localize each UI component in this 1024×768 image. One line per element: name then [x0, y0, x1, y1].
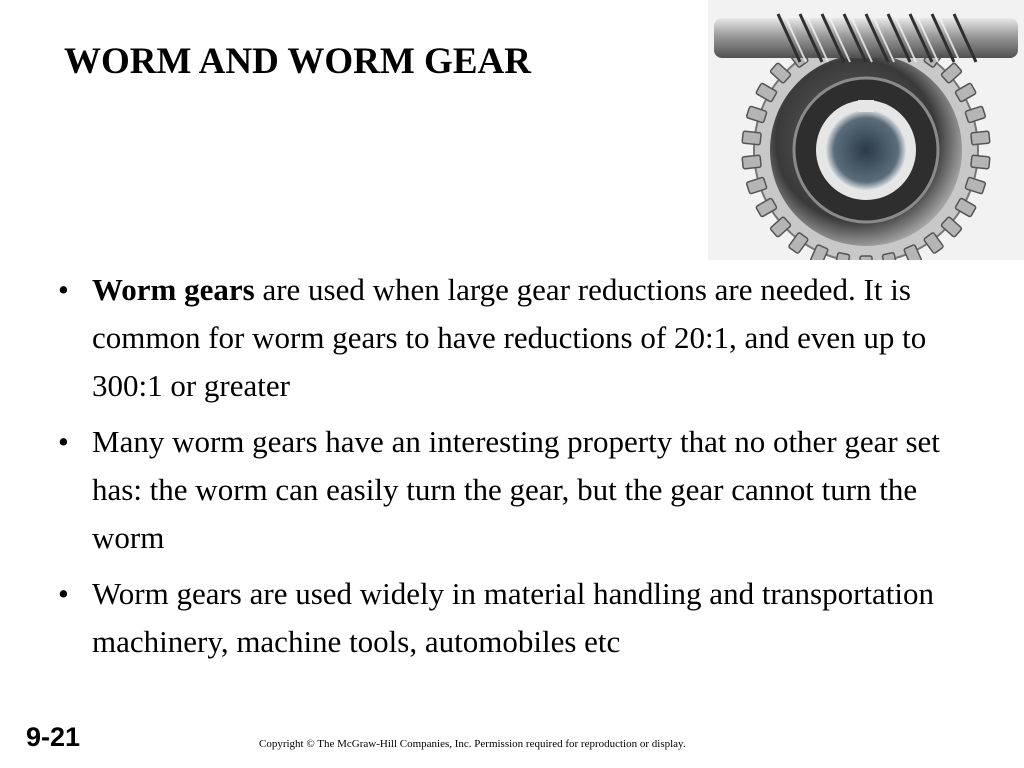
worm-gear-photo: [708, 0, 1024, 260]
copyright-notice: Copyright © The McGraw-Hill Companies, Inc. Permission required for reproduction or display.: [259, 738, 686, 750]
bullet-item: [52, 266, 952, 410]
bullet-marker: •: [58, 424, 69, 459]
bullet-text: Many worm gears have an interesting property that no other gear set has: the worm can easily turn the gear, but the gear cannot turn the worm: [92, 424, 940, 555]
bullet-text: are used when large gear reductions are needed. It is common for worm gears to have reductions of 20:1, and even up to 300:1 or greater: [92, 272, 927, 403]
worm-gear-icon: [708, 0, 1024, 260]
slide-title: WORM AND WORM GEAR: [64, 41, 531, 82]
bullet-bold-lead: Worm gears: [92, 272, 255, 307]
page-number: 9-21: [26, 722, 81, 752]
bullet-text: Worm gears are used widely in material handling and transportation machinery, machine tools, automobiles etc: [92, 576, 934, 659]
bullet-marker: •: [58, 576, 69, 611]
bullet-marker: •: [58, 272, 69, 307]
bullet-item: [52, 418, 952, 562]
bullet-item: [52, 570, 952, 666]
bullet-list: [52, 266, 952, 674]
